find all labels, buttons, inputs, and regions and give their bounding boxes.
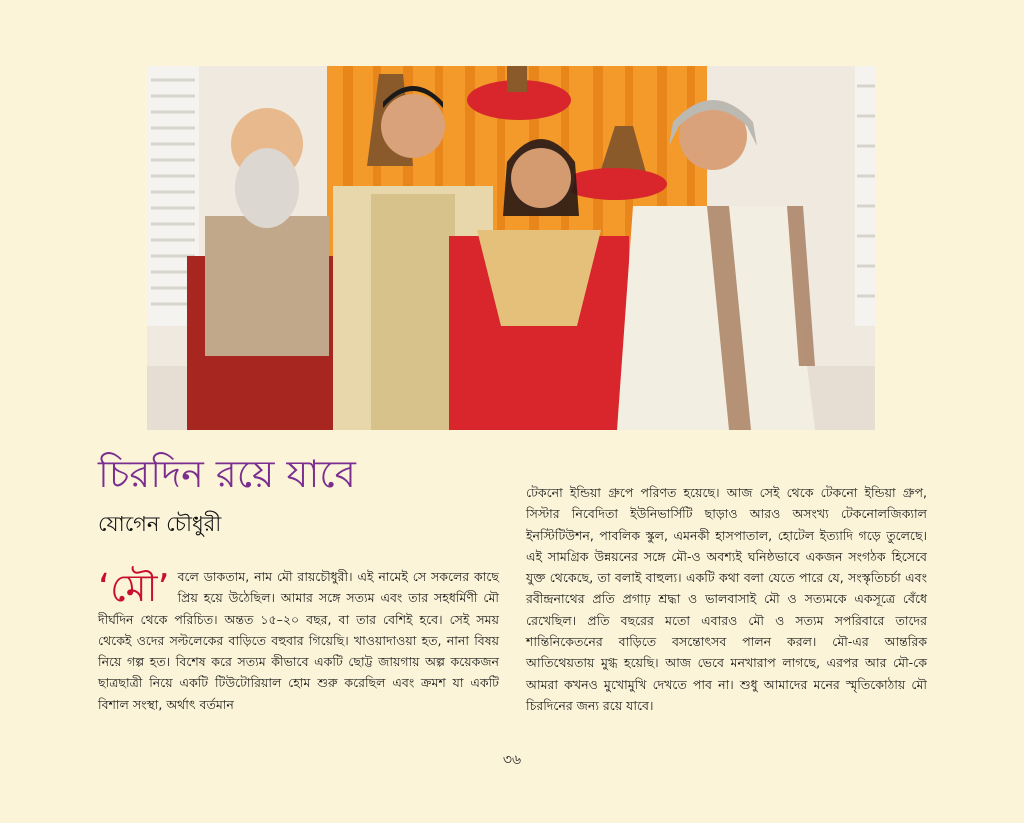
page-number: ৩৬: [502, 752, 522, 768]
article-body-right-column: [526, 482, 927, 716]
article-title: চিরদিন রয়ে যাবে: [98, 452, 356, 496]
group-photo: [147, 66, 875, 430]
left-column-text: বলে ডাকতাম, নাম মৌ রায়চৌধুরী। এই নামেই সে সকলের কাছে প্রিয় হয়ে উঠেছিল। আমার সঙ্গে সত্যম এবং তার সহধর্মিণী মৌ দীর্ঘদিন থেকে পরিচিত। অন্তত ১৫–২০ বছর, বা তার বেশিই হবে। সেই সময় থেকেই ওদের সল্টলেকের বাড়িতে বহুবার গিয়েছি। খাওয়াদাওয়া হত, নানা বিষয় নিয়ে গল্প হত। বিশেষ করে সত্যম কীভাবে একটি ছোট্ট জায়গায় অল্প কয়েকজন ছাত্রছাত্রী নিয়ে একটি টিউটোরিয়াল হোম শুরু করেছিল এবং ক্রমশ যা একটি বিশাল সংস্থা, অর্থাৎ বর্তমান: [98, 569, 499, 712]
dropcap: ‘মৌ’: [98, 566, 170, 610]
author-name: যোগেন চৌধুরী: [98, 512, 222, 536]
right-column-text: টেকনো ইন্ডিয়া গ্রুপে পরিণত হয়েছে। আজ সেই থেকে টেকনো ইন্ডিয়া গ্রুপ, সিস্টার নিবেদিতা ইউনিভার্সিটি ছাড়াও আরও অসংখ্য টেকনোলজিক্যাল ইনস্টিটিউশন, পাবলিক স্কুল, এমনকী হাসপাতাল, হোটেল ইত্যাদি গড়ে তুলেছে। এই সামগ্রিক উন্নয়নের সঙ্গে মৌ-ও অবশ্যই ঘনিষ্ঠভাবে একজন সংগঠক হিসেবে যুক্ত থেকেছে, তা বলাই বাহুল্য। একটি কথা বলা যেতে পারে যে, সংস্কৃতিচর্চা এবং রবীন্দ্রনাথের প্রতি প্রগাঢ় শ্রদ্ধা ও ভালবাসাই মৌ ও সত্যমকে একসূত্রে বেঁধে রেখেছিল। প্রতি বছরের মতো এবারও মৌ ও সত্যম সপরিবারে তাদের শান্তিনিকেতনের বাড়িতে বসন্তোৎসব পালন করল। মৌ-এর আন্তরিক আতিথেয়তায় মুগ্ধ হয়েছি। আজ ভেবে মনখারাপ লাগছে, এরপর আর মৌ-কে আমরা কখনও মুখোমুখি দেখতে পাব না। শুধু আমাদের মনের স্মৃতিকোঠায় মৌ চিরদিনের জন্য রয়ে যাবে।: [526, 485, 927, 713]
article-body-left-column: [98, 566, 499, 715]
